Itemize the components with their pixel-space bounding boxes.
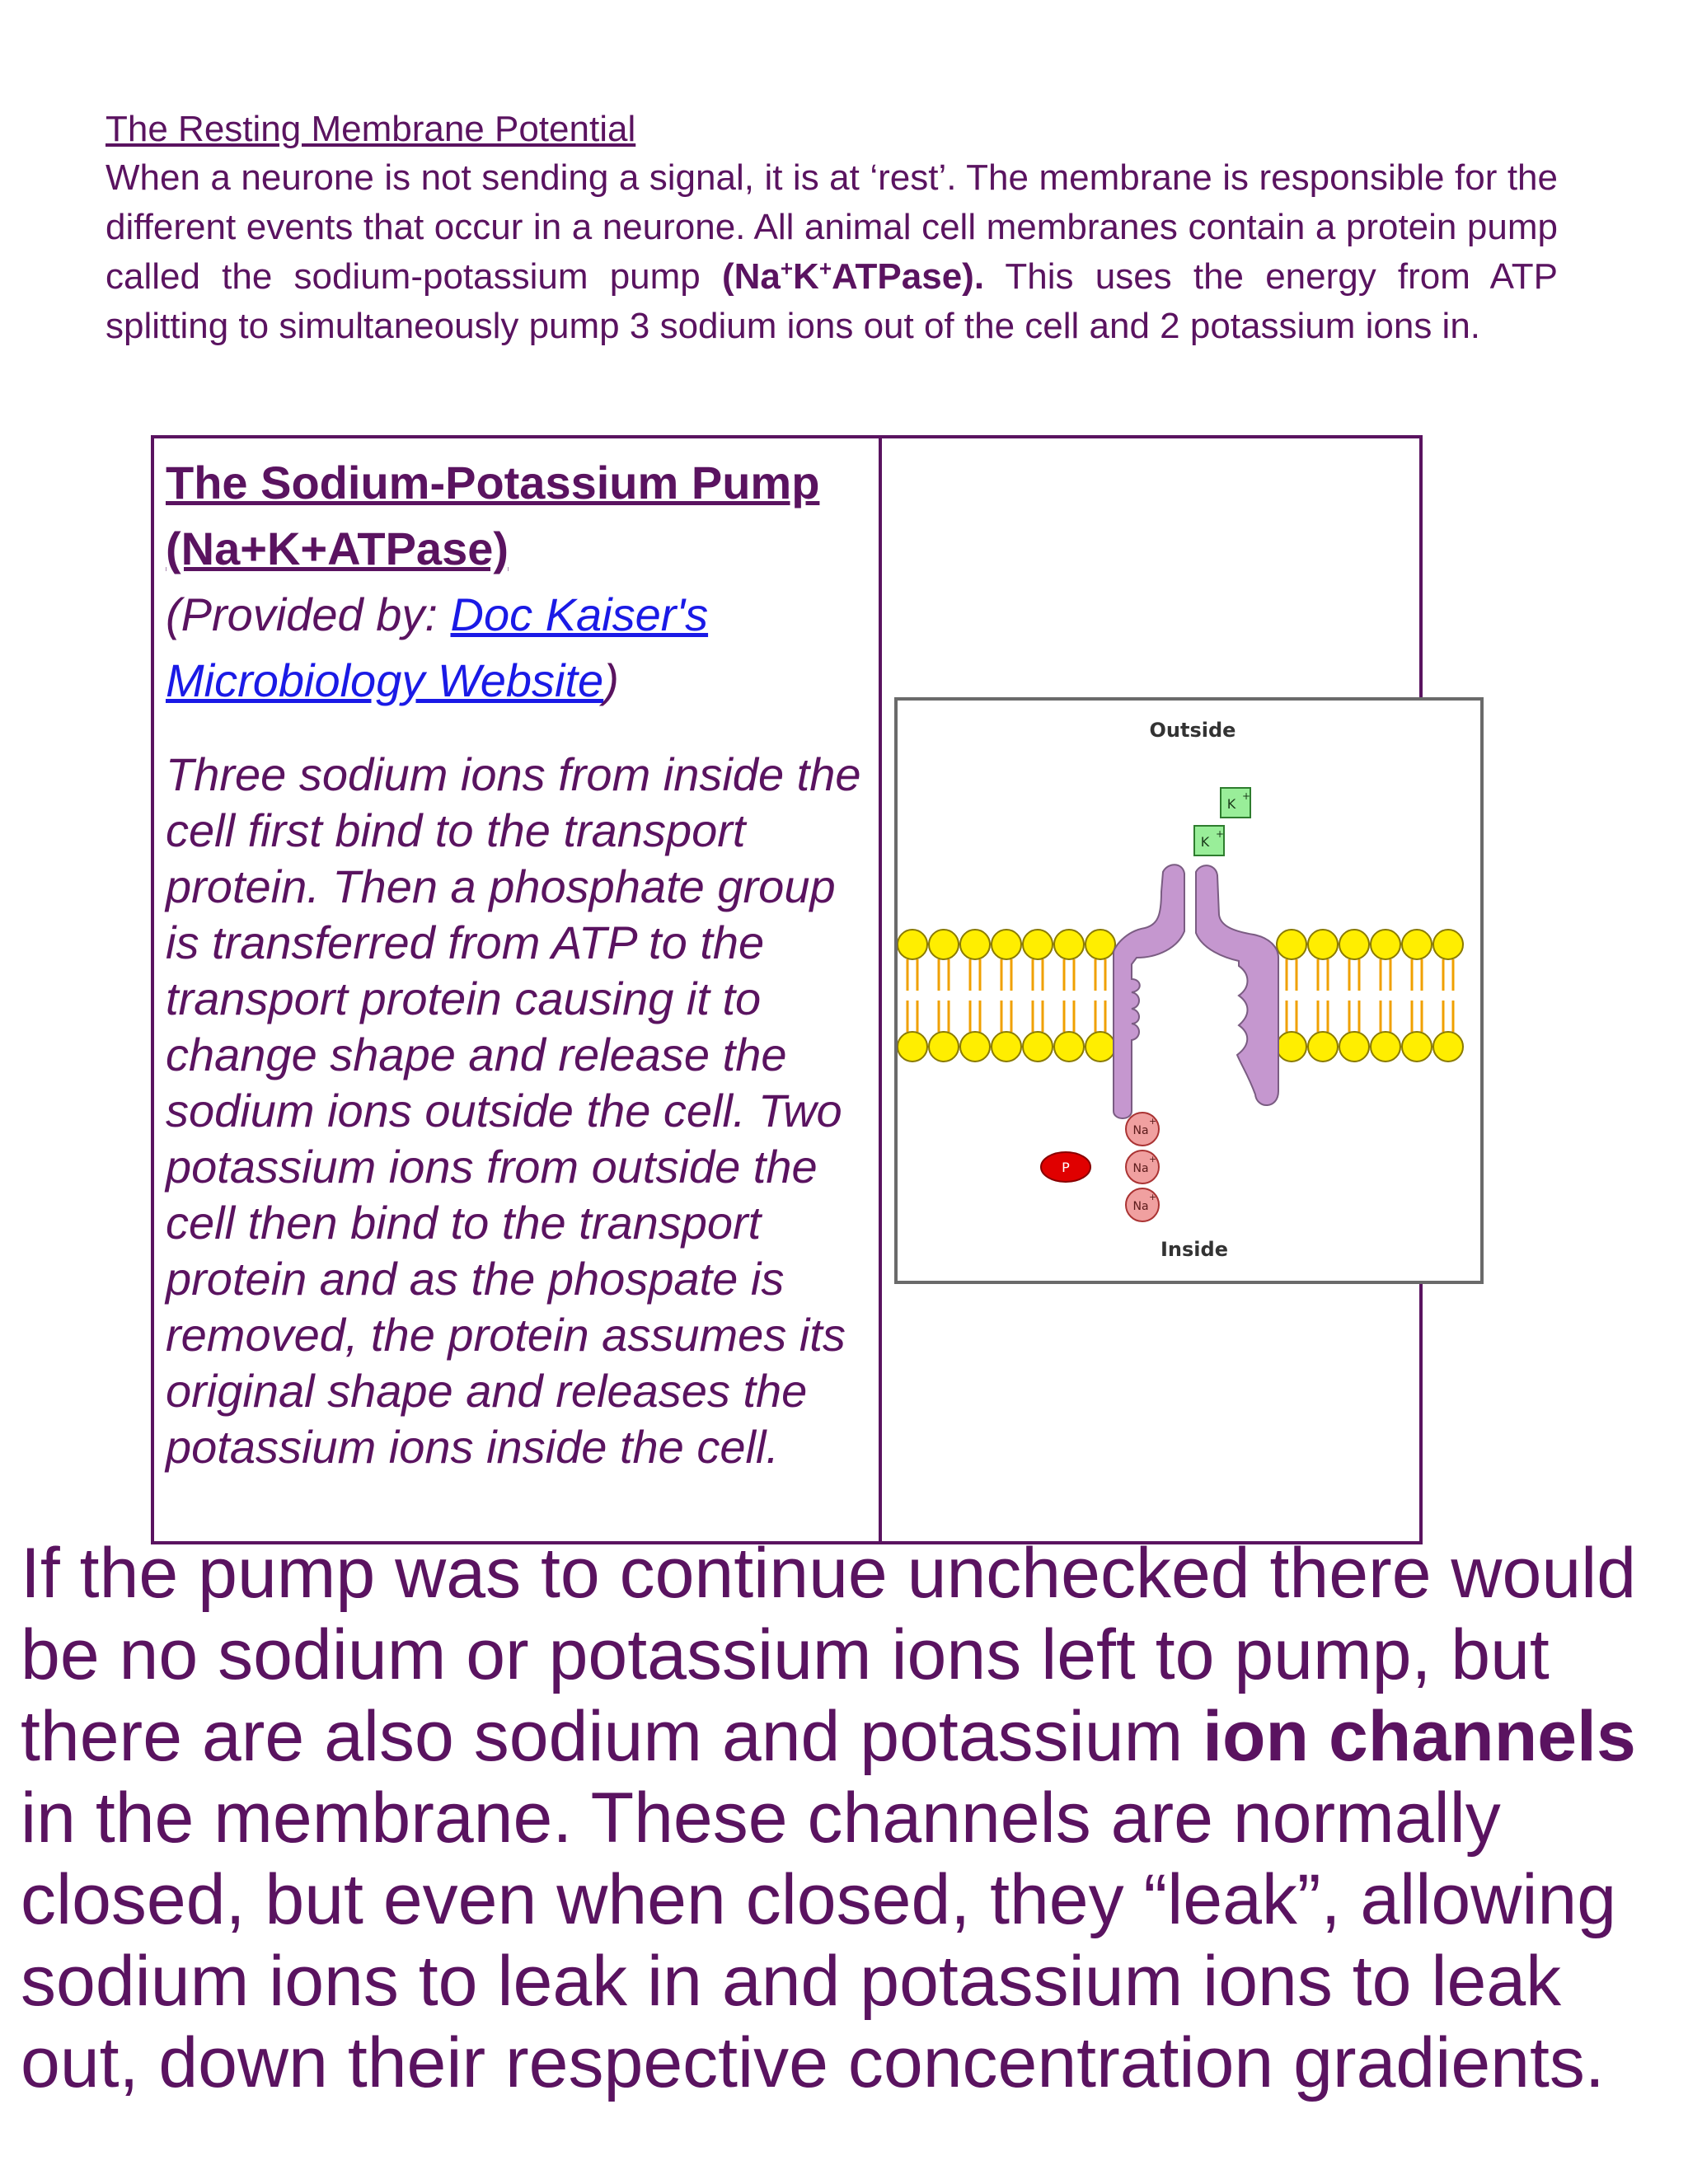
sodium-ion	[1126, 1188, 1159, 1221]
conclusion-text-2: in the membrane. These channels are normally closed, but even when closed, they “leak”, allowing sodium ions to leak in and potassium ions to leak out, down their respective concentration gradients.	[21, 1779, 1617, 2102]
svg-text:Na: Na	[1132, 1162, 1149, 1175]
lipid-head	[992, 930, 1021, 959]
lipid-head	[1371, 930, 1400, 959]
lipid-head	[1308, 1032, 1338, 1062]
lipid-head	[1339, 1032, 1369, 1062]
lipid-head	[1085, 930, 1115, 959]
potassium-ion	[1221, 788, 1250, 818]
lipid-head	[898, 1032, 927, 1062]
box-divider	[879, 438, 882, 1541]
lipid-head	[929, 930, 959, 959]
pump-formula	[722, 256, 984, 297]
svg-text:Na: Na	[1132, 1124, 1149, 1137]
lipid-head	[960, 1032, 990, 1062]
credit-suffix: )	[603, 654, 619, 706]
lipid-head	[992, 1032, 1021, 1062]
ions	[1041, 788, 1250, 1221]
lipid-head	[1371, 1032, 1400, 1062]
formula-k: K	[793, 256, 819, 297]
intro-paragraph	[106, 153, 1558, 351]
lipid-head	[1277, 1032, 1306, 1062]
sodium-ion	[1126, 1113, 1159, 1146]
lipid-bilayer	[898, 930, 1463, 1062]
formula-atpase: ATPase).	[832, 256, 985, 297]
credit-link[interactable]: Doc Kaiser's Microbiology Website	[166, 588, 709, 706]
lipid-head	[1023, 1032, 1053, 1062]
figure-text-cell	[166, 450, 873, 1475]
intro-text-1: When a neurone is not sending a signal, it is at ‘rest’. The membrane is responsible for the different events that occur in a neurone. All animal cell membranes contain a protein pump called the sodium-potassium pump	[106, 157, 1558, 297]
formula-plus-1: +	[780, 255, 794, 281]
lipid-head	[1339, 930, 1369, 959]
lipid-head	[898, 930, 927, 959]
lipid-head	[1277, 930, 1306, 959]
section-title: The Resting Membrane Potential	[106, 109, 636, 149]
pump-diagram-svg	[898, 701, 1480, 1281]
svg-text:K: K	[1200, 834, 1210, 850]
figure-credit	[166, 582, 873, 714]
pump-protein-right	[1196, 865, 1278, 1105]
credit-prefix: (Provided by:	[166, 588, 451, 640]
lipid-head	[1308, 930, 1338, 959]
formula-plus-2: +	[818, 255, 832, 281]
lipid-head	[1433, 1032, 1463, 1062]
svg-text:+: +	[1216, 828, 1225, 840]
inside-label: Inside	[1160, 1238, 1228, 1261]
outside-label: Outside	[1149, 719, 1236, 742]
lipid-head	[1402, 1032, 1432, 1062]
svg-text:+: +	[1242, 790, 1251, 802]
lipid-head	[1433, 930, 1463, 959]
pump-protein-left	[1114, 865, 1184, 1118]
svg-text:+: +	[1149, 1116, 1157, 1127]
lipid-head	[929, 1032, 959, 1062]
figure-title: The Sodium-Potassium Pump (Na+K+ATPase)	[166, 457, 820, 574]
svg-text:K: K	[1226, 796, 1236, 812]
potassium-ion	[1194, 826, 1224, 855]
lipid-head	[1023, 930, 1053, 959]
phosphate-group	[1041, 1152, 1090, 1182]
ion-channels-term: ion channels	[1203, 1697, 1636, 1776]
intro-section	[106, 105, 1558, 351]
formula-na: (Na	[721, 256, 781, 297]
lipid-head	[1054, 1032, 1084, 1062]
lipid-head	[1402, 930, 1432, 959]
pump-diagram	[894, 697, 1484, 1284]
conclusion-paragraph	[21, 1533, 1677, 2104]
svg-text:+: +	[1149, 1192, 1157, 1202]
svg-text:+: +	[1149, 1154, 1157, 1165]
figure-description: Three sodium ions from inside the cell first bind to the transport protein. Then a phosphate group is transferred from ATP to the transport protein causing it to change shape and release the sodium ions outside the cell. Two potassium ions from outside the cell then bind to the transport protein and as the phospate is removed, the protein assumes its original shape and releases the potassium ions inside the cell.	[166, 748, 861, 1473]
svg-text:P: P	[1062, 1160, 1070, 1175]
lipid-head	[1054, 930, 1084, 959]
lipid-head	[1085, 1032, 1115, 1062]
sodium-ion	[1126, 1151, 1159, 1183]
lipid-head	[960, 930, 990, 959]
intro-text-2: This uses the energy from ATP splitting to simultaneously pump 3 sodium ions out of the cell and 2 potassium ions in.	[106, 256, 1558, 346]
svg-text:Na: Na	[1132, 1200, 1149, 1213]
conclusion-text-1: If the pump was to continue unchecked there would be no sodium or potassium ions left to pump, but there are also sodium and potassium	[21, 1534, 1637, 1776]
